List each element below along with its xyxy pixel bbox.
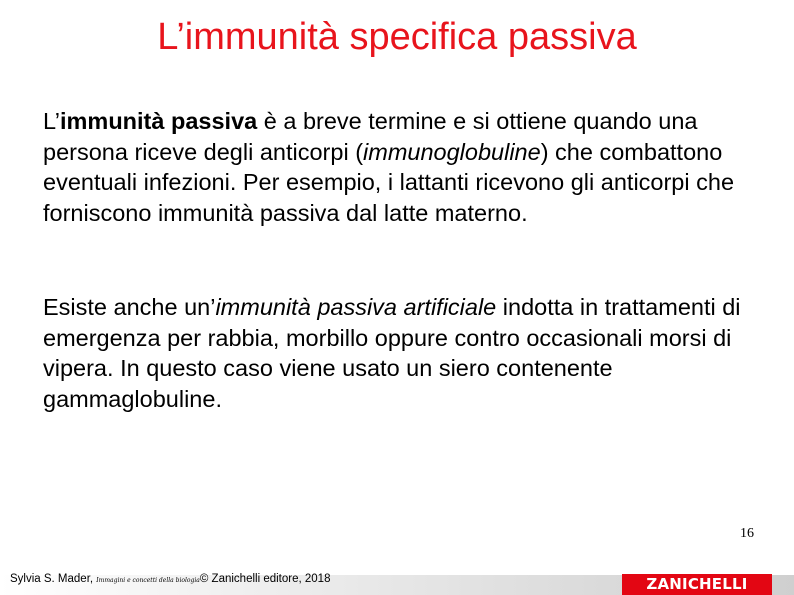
p2-pre: Esiste anche un’ <box>43 294 216 320</box>
paragraph-artificial-immunity <box>43 292 783 414</box>
p1-mid: è a breve termine e si ottiene quando una persona riceve degli anticorpi ( <box>43 108 698 165</box>
page-number: 16 <box>740 526 754 541</box>
p1-italic-term: immunoglobuline <box>363 138 541 165</box>
footer-book-title: Immagini e concetti della biologia <box>96 577 200 584</box>
p1-pre: L’ <box>43 108 60 134</box>
slide-title: L’immunità specifica passiva <box>157 16 637 58</box>
footer-citation <box>10 572 330 588</box>
p2-italic-term: immunità passiva artificiale <box>215 294 497 320</box>
footer-publisher: © Zanichelli editore, 2018 <box>199 573 331 585</box>
paragraph-passive-immunity <box>43 106 783 228</box>
zanichelli-logo: ZANICHELLI <box>622 574 772 595</box>
p1-post: ) che combattono eventuali infezioni. Per esempio, i lattanti ricevono gli anticorpi che forniscono immunità passiva dal latte materno. <box>43 138 735 226</box>
footer-author: Sylvia S. Mader, <box>10 573 97 585</box>
p2-post: indotta in trattamenti di emergenza per rabbia, morbillo oppure contro occasionali morsi di vipera. In questo caso viene usato un siero contenente gammaglobuline. <box>43 294 741 412</box>
p1-bold-term: immunità passiva <box>60 108 258 134</box>
